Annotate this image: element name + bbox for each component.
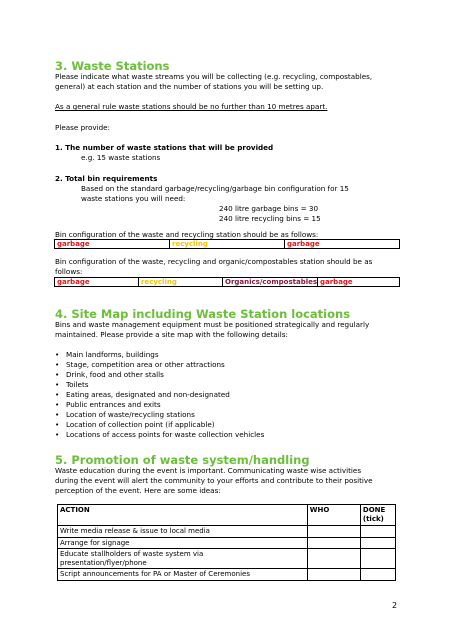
item-2-line-2: waste stations you will need:	[81, 194, 186, 203]
header-who: WHO	[307, 505, 360, 526]
bullet-item: • Location of waste/recycling stations	[66, 410, 195, 420]
done-cell	[360, 549, 395, 569]
action-cell: Script announcements for PA or Master of Ceremonies	[58, 569, 308, 581]
bullet-item: • Stage, competition area or other attractions	[66, 360, 225, 370]
header-action: ACTION	[58, 505, 308, 526]
action-cell: Write media release & issue to local media	[58, 526, 308, 538]
garbage-bin-count: 240 litre garbage bins = 30	[219, 204, 319, 213]
bin-garbage: garbage	[287, 240, 320, 248]
item-1-example: e.g. 15 waste stations	[81, 153, 161, 162]
bullet-item: • Location of collection point (if applicable)	[66, 420, 215, 430]
config-2-line-1: Bin configuration of the waste, recycling and organic/compostables station should be as	[55, 257, 373, 266]
table-row	[58, 569, 396, 581]
section-heading-site-map: 4. Site Map including Waste Station locations	[55, 307, 351, 321]
bin-garbage: garbage	[320, 278, 353, 286]
action-cell	[58, 549, 308, 569]
page-number: 2	[392, 601, 398, 610]
bullet-item: • Eating areas, designated and non-designated	[66, 390, 230, 400]
done-cell	[360, 526, 395, 538]
table-header-row	[58, 505, 396, 526]
item-2-line-1: Based on the standard garbage/recycling/garbage bin configuration for 15	[81, 184, 349, 193]
bullet-item: • Locations of access points for waste collection vehicles	[66, 430, 264, 440]
bullet-item: • Drink, food and other stalls	[66, 370, 164, 380]
bullet-item: • Toilets	[66, 380, 89, 390]
site-map-para-line-1: Bins and waste management equipment must be positioned strategically and regularly	[55, 320, 370, 329]
section-heading-waste-stations: 3. Waste Stations	[55, 59, 170, 73]
promotion-para-line-2: during the event will alert the community to your efforts and contribute to their positive	[55, 476, 373, 485]
bin-garbage: garbage	[55, 240, 170, 248]
bin-garbage: garbage	[55, 278, 139, 286]
header-done	[360, 505, 395, 526]
action-cell-line-1: Educate stallholders of waste system via	[60, 550, 204, 558]
table-row	[58, 526, 396, 538]
bin-config-table-2	[54, 277, 400, 287]
site-map-para-line-2: maintained. Please provide a site map with the following details:	[55, 330, 288, 339]
bin-organics: Organics/compostables	[225, 278, 318, 286]
spacing-rule: As a general rule waste stations should be no further than 10 metres apart.	[55, 102, 328, 111]
header-done-line-1: DONE	[362, 506, 386, 514]
done-cell	[360, 569, 395, 581]
who-cell	[307, 526, 360, 538]
intro-line-1: Please indicate what waste streams you will be collecting (e.g. recycling, compostables,	[55, 72, 373, 81]
config-2-line-2: follows:	[55, 267, 83, 276]
action-cell: Arrange for signage	[58, 537, 308, 549]
bin-recycling: recycling	[139, 278, 223, 286]
item-2-title: 2. Total bin requirements	[55, 174, 158, 183]
recycling-bin-count: 240 litre recycling bins = 15	[219, 214, 321, 223]
bullet-item: • Public entrances and exits	[66, 400, 161, 410]
who-cell	[307, 549, 360, 569]
config-1-label: Bin configuration of the waste and recycling station should be as follows:	[55, 230, 319, 239]
table-row	[58, 549, 396, 569]
action-table	[57, 504, 396, 581]
action-cell-line-2: presentation/flyer/phone	[60, 558, 147, 567]
item-1-title: 1. The number of waste stations that will be provided	[55, 143, 274, 152]
who-cell	[307, 537, 360, 549]
promotion-para-line-3: perception of the event. Here are some ideas:	[55, 486, 221, 495]
bullet-item: • Main landforms, buildings	[66, 350, 159, 360]
who-cell	[307, 569, 360, 581]
intro-line-2: general) at each station and the number of stations you will be setting up.	[55, 82, 324, 91]
bin-recycling: recycling	[170, 240, 285, 248]
section-heading-promotion: 5. Promotion of waste system/handling	[55, 453, 310, 467]
table-row	[58, 537, 396, 549]
done-cell	[360, 537, 395, 549]
promotion-para-line-1: Waste education during the event is important. Communicating waste wise activities	[55, 466, 362, 475]
please-provide: Please provide:	[55, 123, 111, 132]
header-done-line-2: (tick)	[362, 514, 384, 523]
bin-config-table-1	[54, 239, 400, 249]
